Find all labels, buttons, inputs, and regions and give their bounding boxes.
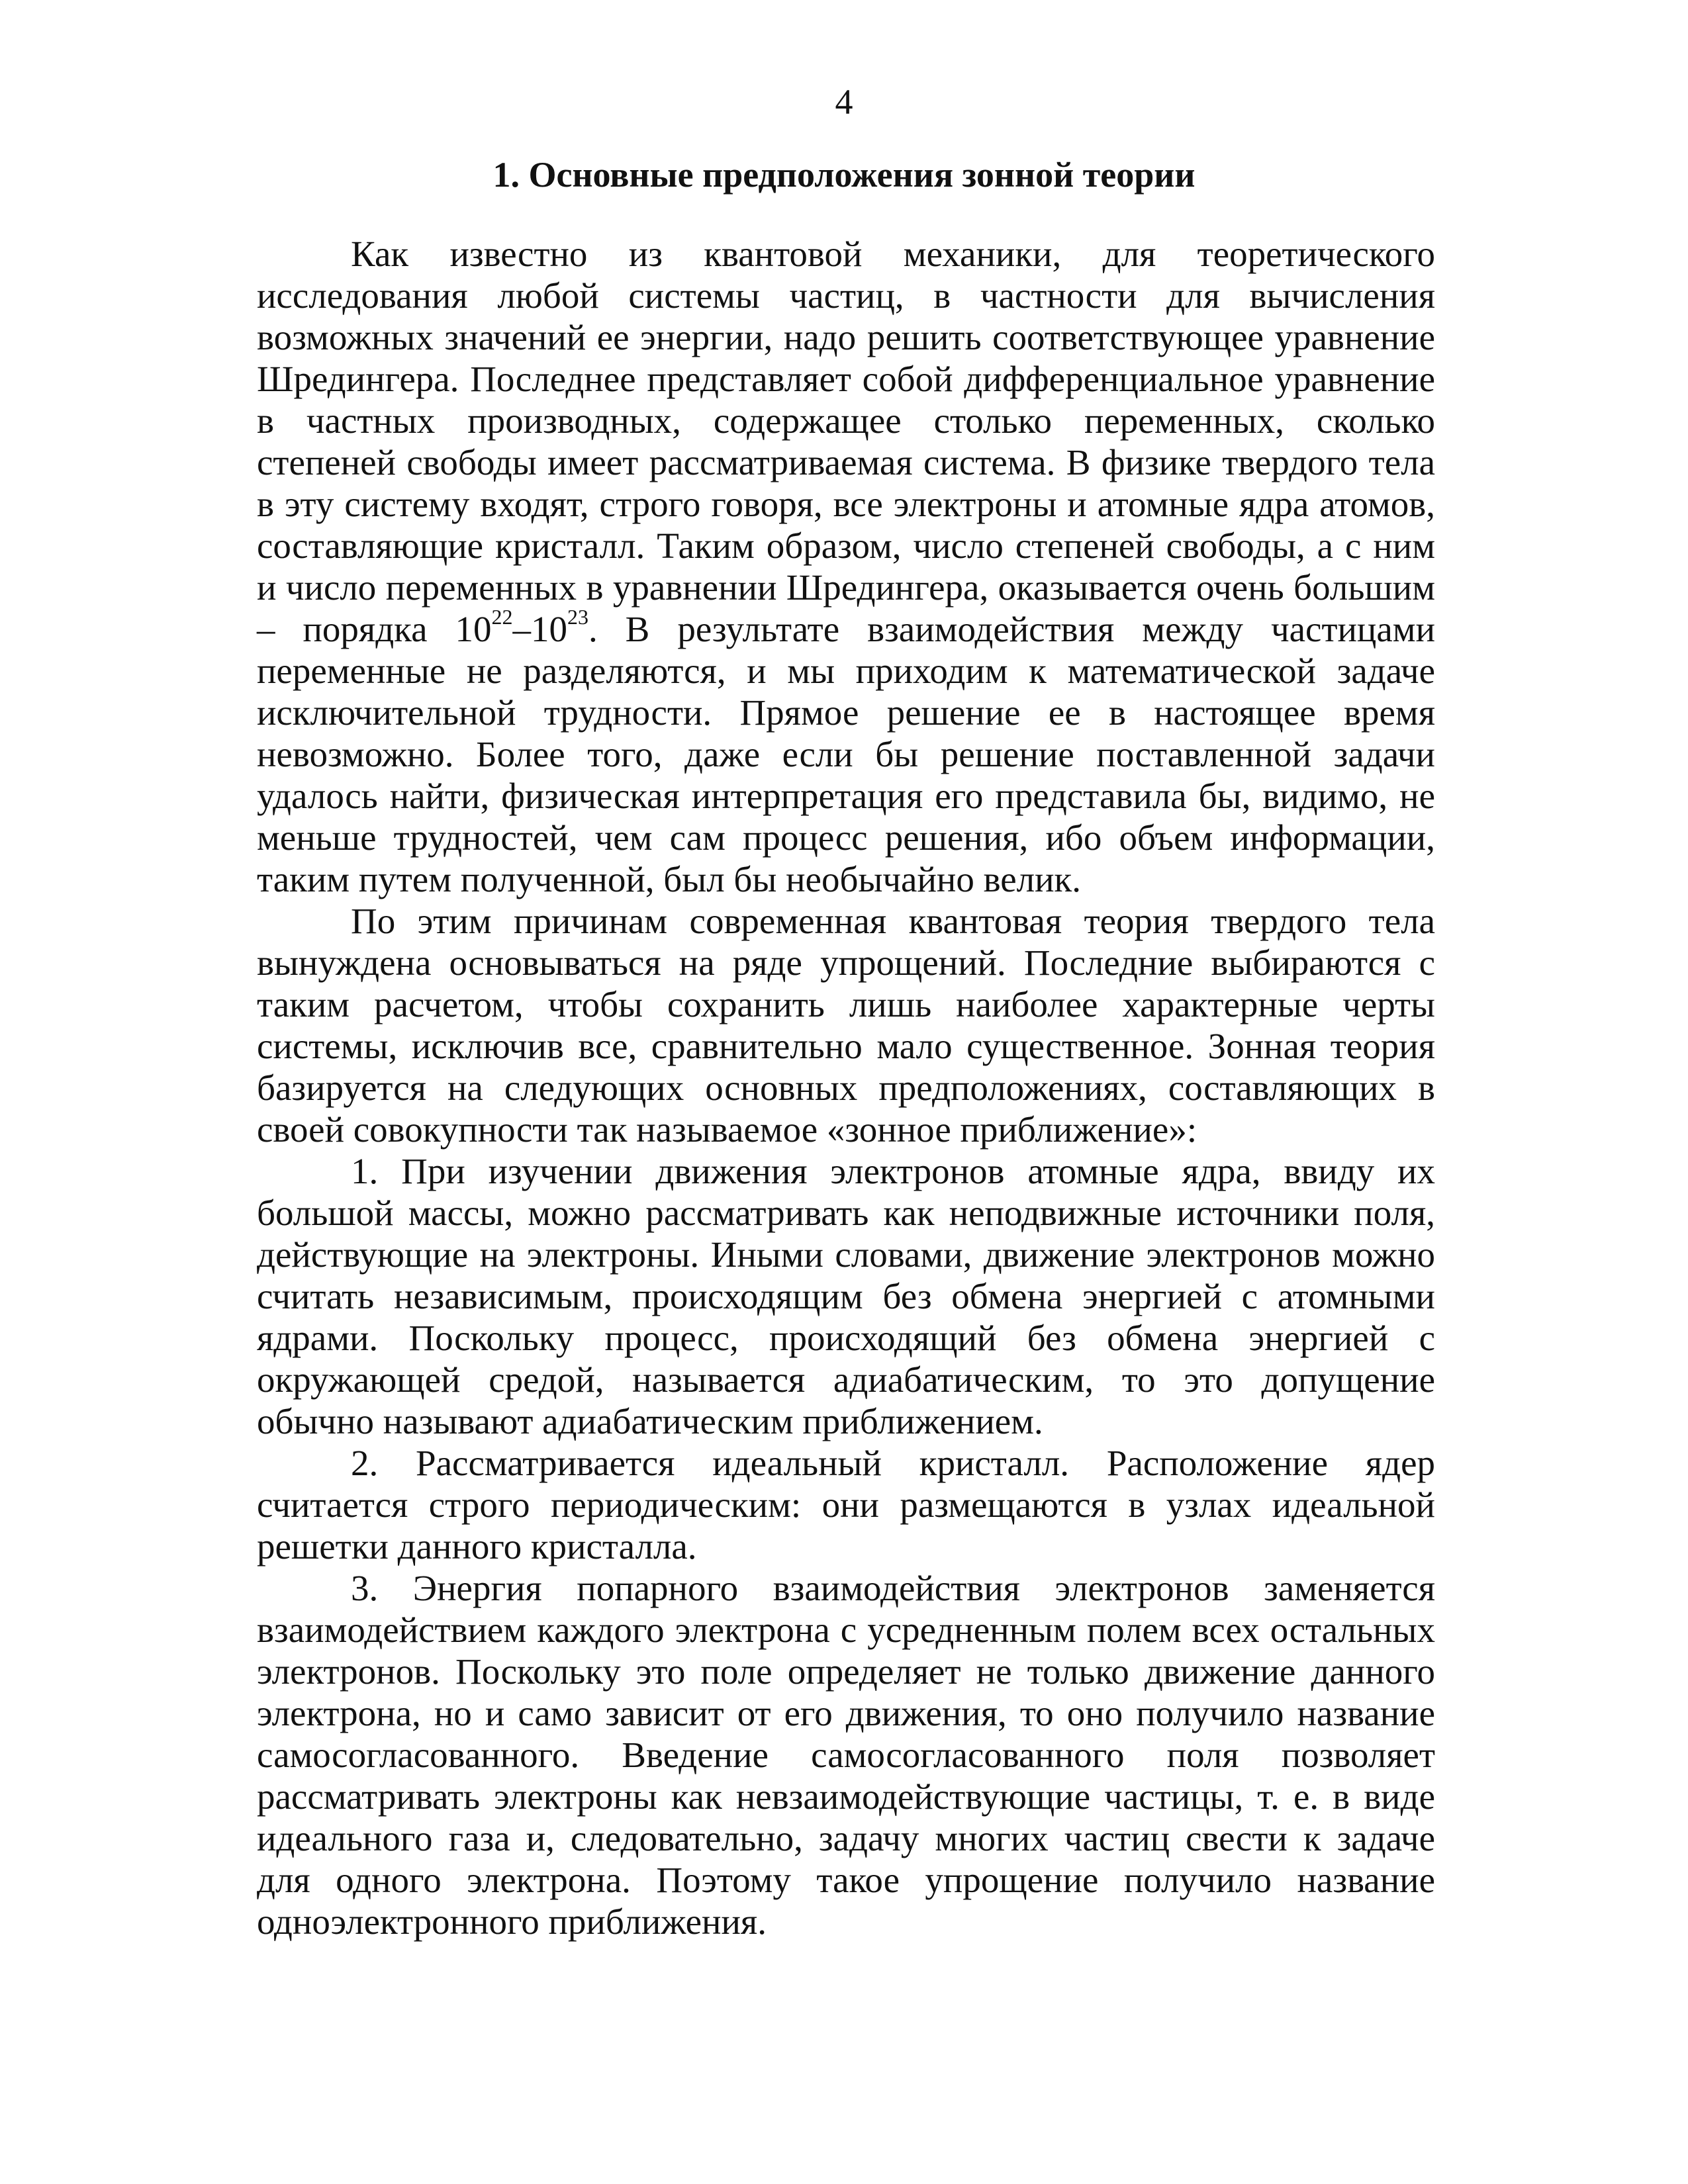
list-item-one-electron: 3. Энергия попарного взаимодействия электронов заменяется взаимодействием каждого электрона с усредненным полем всех остальных электронов. Поскольку это поле определяет не только движение данного электрона, но и само зависит от его движения, то оно получило название самосогласованного. Введение самосогласованного поля позволяет рассматривать электроны как невзаимодействующие частицы, т. е. в виде идеального газа и, следовательно, задачу многих частиц свести к задаче для одного электрона. Поэтому такое упрощение получило название одноэлектронного приближения. xyxy=(257,1568,1435,1942)
list-item-adiabatic: 1. При изучении движения электронов атомные ядра, ввиду их большой массы, можно рассматривать как неподвижные источники поля, действующие на электроны. Иными словами, движение электронов можно считать независимым, происходящим без обмена энергией с атомными ядрами. Поскольку процесс, происходящий без обмена энергией с окружающей средой, называется адиабатическим, то это допущение обычно называют адиабатическим приближением. xyxy=(257,1151,1435,1441)
paragraph-intro-range: –10 xyxy=(512,609,567,649)
exponent-23: 23 xyxy=(567,605,588,629)
paragraph-simplifications: По этим причинам современная квантовая теория твердого тела вынуждена основываться на ряде упрощений. Последние выбираются с таким расчетом, чтобы сохранить лишь наиболее характерные черты системы, исключив все, сравнительно мало существенное. Зонная теория базируется на следующих основных предположениях, составляющих в своей совокупности так называемое «зонное приближение»: xyxy=(257,901,1435,1150)
paragraph-intro xyxy=(257,233,1435,900)
section-heading: 1. Основные предположения зонной теории xyxy=(492,155,1196,195)
paragraph-intro-text-b: . В результате взаимодействия между частицами переменные не разделяются, и мы приходим к математической задаче исключительной трудности. Прямое решение ее в настоящее время невозможно. Более того, даже если бы решение поставленной задачи удалось найти, физическая интерпретация его представила бы, видимо, не меньше трудностей, чем сам процесс решения, ибо объем информации, таким путем полученной, был бы необычайно велик. xyxy=(257,609,1435,899)
list-item-ideal-crystal: 2. Рассматривается идеальный кристалл. Расположение ядер считается строго периодическим: они размещаются в узлах идеальной решетки данного кристалла. xyxy=(257,1443,1435,1567)
exponent-22: 22 xyxy=(491,605,513,629)
paragraph-intro-text-a: Как известно из квантовой механики, для теоретического исследования любой системы частиц, в частности для вычисления возможных значений ее энергии, надо решить соответствующее уравнение Шредингера. Последнее представляет собой дифференциальное уравнение в частных производных, содержащее столько переменных, сколько степеней свободы имеет рассматриваемая система. В физике твердого тела в эту систему входят, строго говоря, все электроны и атомные ядра атомов, составляющие кристалл. Таким образом, число степеней свободы, а с ним и число переменных в уравнении Шредингера, оказывается очень большим – порядка 10 xyxy=(257,234,1435,649)
page-number: 4 xyxy=(835,82,853,122)
body-text xyxy=(257,233,1435,1942)
